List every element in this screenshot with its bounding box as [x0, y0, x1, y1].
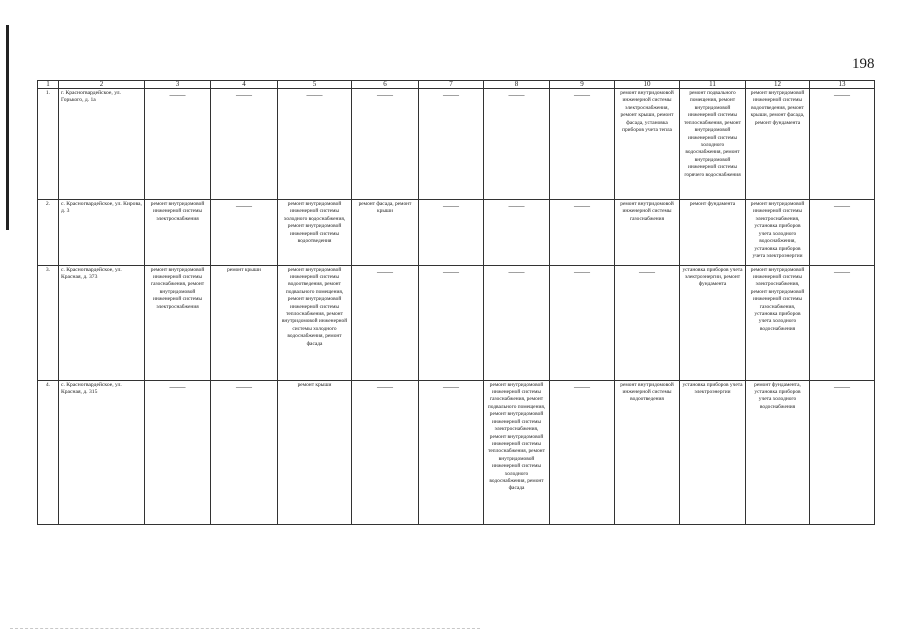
dash-placeholder: —— — [574, 90, 590, 100]
dash-placeholder: —— — [574, 266, 590, 276]
work-cell: ремонт фундамента, установка приборов учета холодного водоснабжения — [746, 380, 810, 524]
address-cell: с. Красногвардейское, ул. Красная, д. 315 — [59, 380, 145, 524]
col-number-3: 3 — [145, 81, 211, 89]
table-row — [38, 380, 875, 524]
scan-noise-line — [10, 628, 480, 629]
col-number-12: 12 — [746, 81, 810, 89]
row-number: 1. — [38, 89, 59, 200]
col-number-10: 10 — [615, 81, 680, 89]
dash-placeholder: —— — [443, 381, 459, 391]
scan-edge-bar — [6, 25, 9, 230]
empty-cell — [278, 89, 352, 200]
work-cell: ремонт внутридомовой инженерной системы электроснабжения, ремонт внутридомовой инженерной системы газоснабжения, установка приборов учета холодного водоснабжения — [746, 265, 810, 380]
dash-placeholder: —— — [508, 201, 525, 211]
empty-cell — [211, 380, 278, 524]
empty-cell — [484, 265, 550, 380]
empty-cell — [145, 380, 211, 524]
dash-placeholder: —— — [443, 90, 459, 100]
address-cell: г. Красногвардейское, ул. Горького, д. 1а — [59, 89, 145, 200]
dash-placeholder: —— — [236, 201, 252, 211]
work-cell: ремонт фасада, ремонт крыши — [352, 200, 419, 266]
row-number: 4. — [38, 380, 59, 524]
repair-schedule-table — [37, 80, 875, 525]
col-number-1: 1 — [38, 81, 59, 89]
empty-cell — [550, 265, 615, 380]
empty-cell — [145, 89, 211, 200]
address-cell: с. Красногвардейское, ул. Красная, д. 373 — [59, 265, 145, 380]
work-cell: ремонт внутридомовой инженерной системы электроснабжения, установка приборов учета холодного водоснабжения, установка приборов учета электроэнергии — [746, 200, 810, 266]
col-number-11: 11 — [680, 81, 746, 89]
dash-placeholder: —— — [169, 381, 186, 391]
empty-cell — [550, 380, 615, 524]
work-cell: ремонт внутридомовой инженерной системы газоснабжения — [615, 200, 680, 266]
work-cell: ремонт внутридомовой инженерной системы газоснабжения, ремонт подвального помещения, ремонт внутридомовой инженерной системы электроснабжения, ремонт внутридомовой инженерной системы теплоснабжения, ремонт внутридомовой инженерной системы холодного водоснабжения, ремонт фасада — [484, 380, 550, 524]
dash-placeholder: —— — [169, 90, 186, 100]
empty-cell — [810, 200, 875, 266]
dash-placeholder: —— — [236, 90, 252, 100]
col-number-6: 6 — [352, 81, 419, 89]
row-number: 3. — [38, 265, 59, 380]
table-row — [38, 200, 875, 266]
col-number-7: 7 — [419, 81, 484, 89]
work-cell: ремонт внутридомовой инженерной системы электроснабжения, ремонт крыши, ремонт фасада, установка приборов учета тепла — [615, 89, 680, 200]
empty-cell — [810, 265, 875, 380]
dash-placeholder: —— — [508, 266, 525, 276]
work-cell: ремонт внутридомовой инженерной системы газоснабжения, ремонт внутридомовой инженерной системы электроснабжения — [145, 265, 211, 380]
col-number-13: 13 — [810, 81, 875, 89]
col-number-9: 9 — [550, 81, 615, 89]
address-cell: с. Красногвардейское, ул. Кирова, д. 3 — [59, 200, 145, 266]
table-row — [38, 89, 875, 200]
empty-cell — [211, 200, 278, 266]
empty-cell — [352, 89, 419, 200]
work-cell: ремонт подвального помещения, ремонт внутридомовой инженерной системы теплоснабжения, ремонт внутридомовой инженерной системы холодного водоснабжения, ремонт внутридомовой инженерной системы горячего водоснабжения — [680, 89, 746, 200]
col-number-2: 2 — [59, 81, 145, 89]
dash-placeholder: —— — [236, 381, 252, 391]
empty-cell — [419, 200, 484, 266]
work-cell: ремонт фундамента — [680, 200, 746, 266]
work-cell: ремонт внутридомовой инженерной системы холодного водоснабжения, ремонт внутридомовой инженерной системы водоотведения — [278, 200, 352, 266]
empty-cell — [484, 200, 550, 266]
table-row — [38, 265, 875, 380]
dash-placeholder: —— — [306, 90, 323, 100]
dash-placeholder: —— — [834, 266, 850, 276]
empty-cell — [419, 89, 484, 200]
page-number: 198 — [852, 56, 875, 72]
col-number-8: 8 — [484, 81, 550, 89]
empty-cell — [810, 380, 875, 524]
dash-placeholder: —— — [377, 381, 393, 391]
row-number: 2. — [38, 200, 59, 266]
work-cell: ремонт крыши — [211, 265, 278, 380]
work-cell: ремонт крыши — [278, 380, 352, 524]
empty-cell — [810, 89, 875, 200]
work-cell: установка приборов учета электроэнергии, ремонт фундамента — [680, 265, 746, 380]
empty-cell — [352, 265, 419, 380]
dash-placeholder: —— — [377, 90, 393, 100]
col-number-4: 4 — [211, 81, 278, 89]
work-cell: ремонт внутридомовой инженерной системы электроснабжения — [145, 200, 211, 266]
empty-cell — [211, 89, 278, 200]
empty-cell — [352, 380, 419, 524]
empty-cell — [419, 265, 484, 380]
col-number-5: 5 — [278, 81, 352, 89]
dash-placeholder: —— — [574, 381, 590, 391]
dash-placeholder: —— — [639, 266, 655, 276]
dash-placeholder: —— — [377, 266, 393, 276]
empty-cell — [550, 200, 615, 266]
dash-placeholder: —— — [508, 90, 525, 100]
dash-placeholder: —— — [443, 266, 459, 276]
dash-placeholder: —— — [834, 201, 850, 211]
dash-placeholder: —— — [834, 90, 850, 100]
work-cell: ремонт внутридомовой инженерной системы водоотведения, ремонт подвального помещения, ремонт внутридомовой инженерной системы теплоснабжения, ремонт внутридомовой инженерной системы холодного водоснабжения, ремонт фасада — [278, 265, 352, 380]
work-cell: установка приборов учета электроэнергии — [680, 380, 746, 524]
dash-placeholder: —— — [443, 201, 459, 211]
empty-cell — [419, 380, 484, 524]
column-number-row — [38, 81, 875, 89]
empty-cell — [550, 89, 615, 200]
dash-placeholder: —— — [834, 381, 850, 391]
empty-cell — [484, 89, 550, 200]
work-cell: ремонт внутридомовой инженерной системы водоотведения — [615, 380, 680, 524]
work-cell: ремонт внутридомовой инженерной системы водоотведения, ремонт крыши, ремонт фасада, ремонт фундамента — [746, 89, 810, 200]
empty-cell — [615, 265, 680, 380]
dash-placeholder: —— — [574, 201, 590, 211]
